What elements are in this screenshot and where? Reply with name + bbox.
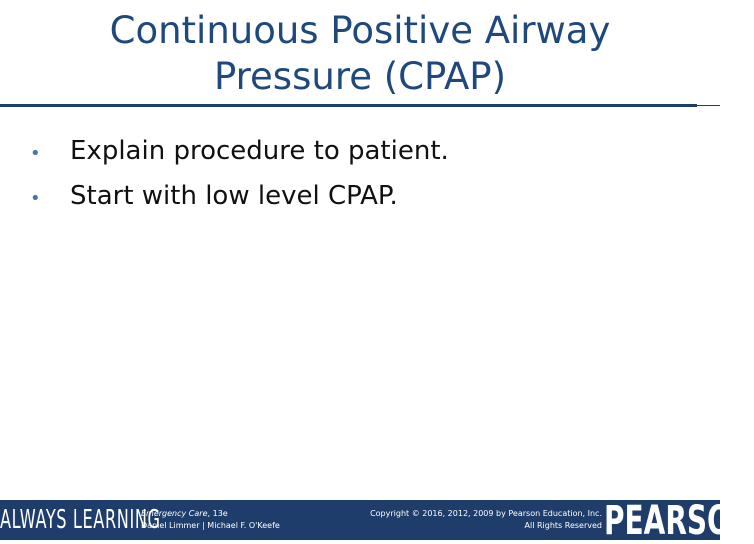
copyright-notice: [318, 508, 602, 532]
pearson-logo: PEARSON: [604, 498, 754, 544]
always-learning-logo: ALWAYS LEARNING: [0, 505, 161, 535]
bullet-item: [30, 130, 690, 175]
title-divider: [0, 104, 697, 107]
bullet-text: Start with low level CPAP.: [70, 181, 398, 211]
book-credit: [141, 508, 280, 532]
book-edition: , 13e: [207, 509, 228, 518]
bullet-text: Explain procedure to patient.: [70, 136, 449, 166]
bullet-list: [30, 130, 690, 220]
bullet-marker-icon: •: [30, 188, 41, 209]
book-title: Emergency Care: [141, 509, 208, 518]
copyright-line-1: Copyright © 2016, 2012, 2009 by Pearson Education, Inc.: [370, 509, 602, 518]
book-title-line: [141, 508, 280, 520]
book-authors: Daniel Limmer | Michael F. O'Keefe: [141, 521, 280, 530]
slide-title-line-1: Continuous Positive Airway: [109, 9, 611, 52]
slide-title: [40, 8, 680, 100]
copyright-line-2: All Rights Reserved: [524, 521, 602, 530]
bullet-marker-icon: •: [30, 143, 41, 164]
footer-bar: [0, 498, 754, 544]
bullet-item: [30, 175, 690, 220]
slide-title-line-2: Pressure (CPAP): [213, 55, 507, 98]
title-divider-end: [697, 105, 720, 106]
